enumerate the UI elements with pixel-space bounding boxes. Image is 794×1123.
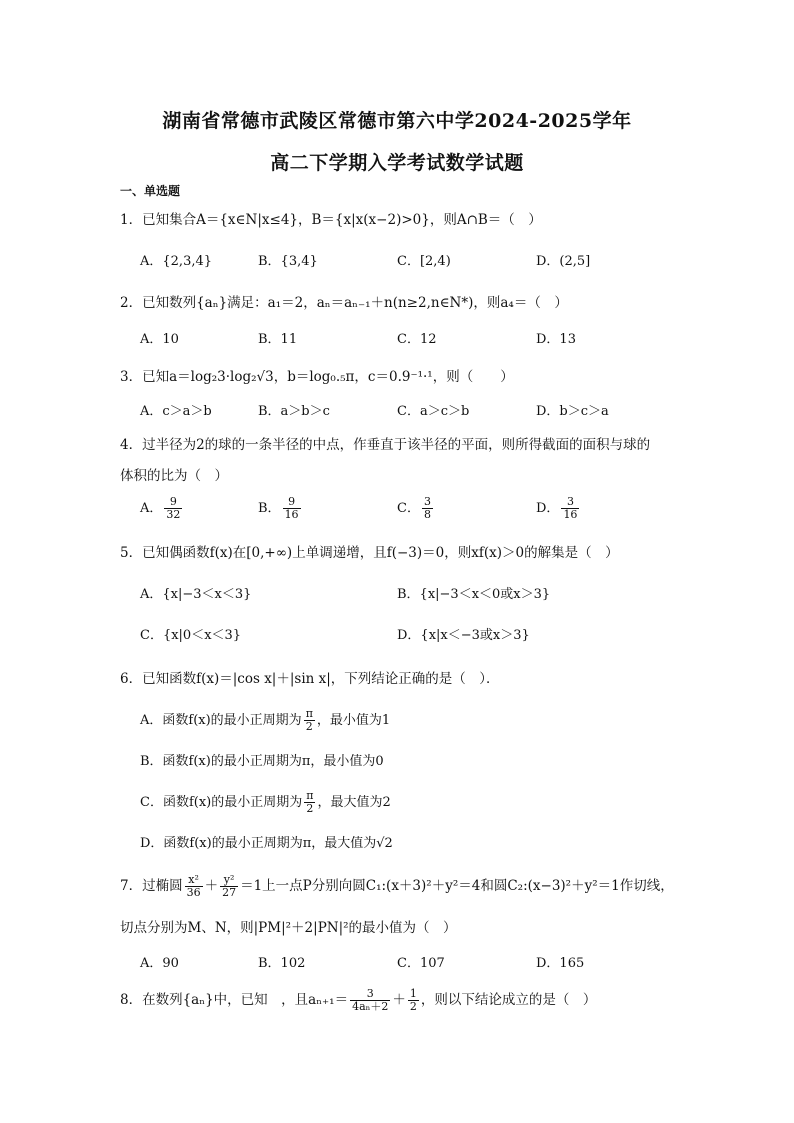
question-2-option-c: C．12 xyxy=(397,332,437,347)
question-1-option-a: A．{2,3,4} xyxy=(140,254,213,269)
question-6-option-c xyxy=(140,790,391,815)
fraction xyxy=(164,496,182,521)
fraction-denominator: 16 xyxy=(563,508,578,521)
fraction-denominator: 8 xyxy=(423,508,431,521)
question-4-option-d xyxy=(536,496,581,521)
fraction-numerator: 3 xyxy=(423,495,431,508)
question-1-option-d: D．(2,5] xyxy=(536,254,591,269)
question-3-option-d: D．b＞c＞a xyxy=(536,404,609,419)
question-2-stem: 2．已知数列{aₙ}满足：a₁＝2，aₙ＝aₙ₋₁＋n(n≥2,n∈N*)，则a₄＝（ ） xyxy=(120,295,568,311)
section-heading: 一、单选题 xyxy=(120,184,181,198)
stem-text-tail: ＝1上一点P分别向圆C₁:(x＋3)²＋y²＝4和圆C₂:(x−3)²＋y²＝1作切线， xyxy=(240,878,674,894)
question-1-option-c: C．[2,4) xyxy=(397,254,451,269)
question-7-stem-line-1 xyxy=(120,874,674,899)
fraction xyxy=(304,790,315,815)
option-label: C． xyxy=(397,501,420,516)
fraction-denominator: 2 xyxy=(306,802,314,815)
question-6-option-b: B．函数f(x)的最小正周期为π，最小值为0 xyxy=(140,754,384,769)
fraction-numerator: π xyxy=(305,707,313,720)
question-1-stem: 1．已知集合A＝{x∈N|x≤4}，B＝{x|x(x−2)>0}，则A∩B＝（ ） xyxy=(120,212,542,228)
fraction-denominator: 2 xyxy=(409,1000,417,1013)
option-label: B． xyxy=(258,501,281,516)
fraction-numerator: 1 xyxy=(409,987,417,1000)
stem-text-tail: ，则以下结论成立的是（ ） xyxy=(420,992,597,1008)
question-5-option-a: A．{x|−3＜x＜3} xyxy=(140,587,252,602)
question-5-option-b: B．{x|−3＜x＜0或x＞3} xyxy=(397,587,551,602)
fraction-numerator: π xyxy=(306,789,314,802)
fraction xyxy=(561,496,579,521)
question-3-option-b: B．a＞b＞c xyxy=(258,404,330,419)
fraction-numerator: 3 xyxy=(350,988,390,1001)
fraction xyxy=(185,874,203,899)
question-5-stem: 5．已知偶函数f(x)在[0,+∞)上单调递增，且f(−3)＝0，则xf(x)＞0的解集是（ ） xyxy=(120,545,619,561)
question-7-option-d: D．165 xyxy=(536,956,585,971)
plus-sign: ＋ xyxy=(392,992,406,1008)
option-label: A． xyxy=(140,501,163,516)
fraction-numerator: x² xyxy=(185,874,203,887)
question-1-option-b: B．{3,4} xyxy=(258,254,318,269)
fraction-denominator: 2 xyxy=(305,720,313,733)
option-text-tail: ，最大值为2 xyxy=(317,795,391,810)
question-3-option-a: A．c＞a＞b xyxy=(140,404,212,419)
question-4-option-b xyxy=(258,496,303,521)
question-2-option-d: D．13 xyxy=(536,332,576,347)
fraction-numerator: 3 xyxy=(561,496,579,509)
fraction xyxy=(408,988,419,1013)
fraction xyxy=(220,874,238,899)
option-text: A．函数f(x)的最小正周期为 xyxy=(140,713,302,728)
exam-title-line-1: 湖南省常德市武陵区常德市第六中学2024-2025学年 xyxy=(162,110,632,132)
fraction-numerator: y² xyxy=(220,874,238,887)
fraction-denominator: 36 xyxy=(186,886,201,899)
fraction xyxy=(304,708,315,733)
fraction-denominator: 32 xyxy=(166,508,181,521)
stem-text: 8．在数列{aₙ}中，已知 ，且aₙ₊₁＝ xyxy=(120,992,349,1008)
plus-sign: ＋ xyxy=(204,878,219,894)
option-text: C．函数f(x)的最小正周期为 xyxy=(140,795,303,810)
fraction-denominator: 4aₙ＋2 xyxy=(352,1000,389,1013)
question-6-stem: 6．已知函数f(x)＝|cos x|＋|sin x|，下列结论正确的是（ ）． xyxy=(120,671,500,687)
question-5-option-d: D．{x|x＜−3或x＞3} xyxy=(397,628,530,643)
fraction-denominator: 16 xyxy=(284,508,299,521)
fraction xyxy=(350,988,390,1013)
question-7-option-c: C．107 xyxy=(397,956,445,971)
question-4-stem-line-2: 体积的比为（ ） xyxy=(120,468,228,484)
question-4-stem-line-1: 4．过半径为2的球的一条半径的中点，作垂直于该半径的平面，则所得截面的面积与球的 xyxy=(120,437,651,453)
question-2-option-b: B．11 xyxy=(258,332,298,347)
fraction-numerator: 9 xyxy=(283,496,301,509)
question-2-option-a: A．10 xyxy=(140,332,179,347)
fraction xyxy=(422,496,433,521)
question-6-option-a xyxy=(140,708,390,733)
exam-title-line-2: 高二下学期入学考试数学试题 xyxy=(270,152,524,174)
option-text-tail: ，最小值为1 xyxy=(316,713,391,728)
fraction-numerator: 9 xyxy=(164,496,182,509)
question-7-option-a: A．90 xyxy=(140,956,179,971)
stem-text: 7．过椭圆 xyxy=(120,878,183,894)
fraction xyxy=(283,496,301,521)
question-7-stem-line-2: 切点分别为M、N，则|PM|²＋2|PN|²的最小值为（ ） xyxy=(120,920,457,936)
question-5-option-c: C．{x|0＜x＜3} xyxy=(140,628,242,643)
question-7-option-b: B．102 xyxy=(258,956,306,971)
fraction-denominator: 27 xyxy=(222,886,237,899)
question-4-option-c xyxy=(397,496,435,521)
question-3-stem: 3．已知a＝log₂3·log₂√3，b＝log₀.₅π，c＝0.9⁻¹·¹，则（ ） xyxy=(120,369,514,385)
question-6-option-d: D．函数f(x)的最小正周期为π，最大值为√2 xyxy=(140,836,393,851)
option-label: D． xyxy=(536,501,560,516)
question-8-stem xyxy=(120,988,596,1013)
question-3-option-c: C．a＞c＞b xyxy=(397,404,470,419)
question-4-option-a xyxy=(140,496,184,521)
